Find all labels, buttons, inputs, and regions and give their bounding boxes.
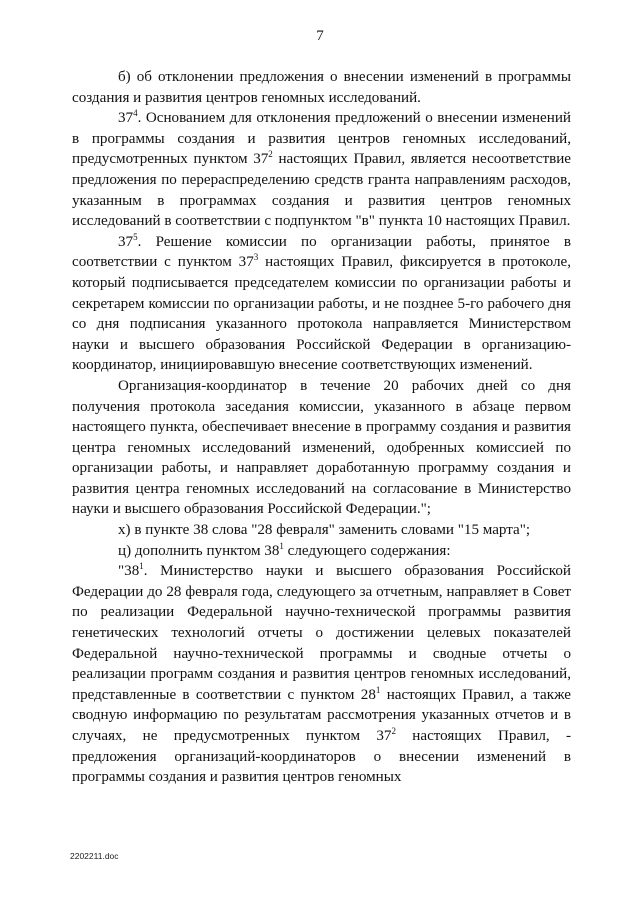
paragraph-37-4 [72, 108, 571, 232]
text-run: следующего содержания: [283, 542, 451, 559]
text-run: . Министерство науки и высшего образования Российской Федерации до 28 февраля года, следующего за отчетным, направляет в Совет по реализации Федеральной научно-технической программы развития генетических технологий отчеты о достижении целевых показателей Федеральной научно-технической программы и сводные отчеты о реализации программ создания и развития центров геномных исследований, представленные в соответствии с пунктом 28 [72, 563, 571, 703]
paragraph-sub-ts [72, 541, 571, 562]
paragraph-37-5 [72, 232, 571, 376]
page-number: 7 [316, 28, 324, 44]
text-run: 37 [118, 233, 134, 250]
paragraph-38-1 [72, 561, 571, 788]
document-body [72, 67, 571, 788]
superscript-index: 4 [133, 108, 138, 119]
text-run: . Основанием для отклонения предложений о внесении изменений в программы создания и развития центров геномных исследований, предусмотренных пунктом 37 [72, 110, 571, 168]
superscript-index: 3 [253, 252, 259, 263]
superscript-index: 1 [279, 540, 284, 551]
text-run: настоящих Правил, фиксируется в протоколе, который подписывается председателем комиссии по организации работы и секретарем комиссии по организации работы, и не позднее 5-го рабочего дня со дня подписания указанного протокола направляется Министерством науки и высшего образования Российской Федерации в организацию-координатор, инициировавшую внесение соответствующих изменений. [72, 254, 571, 374]
text-run: настоящих Правил, а также сводную информацию по результатам рассмотрения указанных отчетов и в случаях, не предусмотренных пунктом 37 [72, 686, 572, 744]
text-run: настоящих Правил, - предложения организаций-координаторов о внесении изменений в программы создания и развития центров геномных [72, 728, 571, 786]
superscript-index: 2 [391, 726, 396, 736]
superscript-index: 1 [375, 684, 381, 695]
superscript-index: 5 [133, 231, 138, 242]
superscript-index: 1 [139, 561, 144, 572]
paragraph-sub-b [72, 67, 571, 108]
text-run: х) в пункте 38 слова "28 февраля" заменить словами "15 марта"; [118, 522, 531, 539]
text-run: Организация-координатор в течение 20 рабочих дней со дня получения протокола заседания комиссии, указанного в абзаце первом настоящего пункта, обеспечивает внесение в программу создания и развития центра геномных исследований изменений, одобренных комиссией по организации работы, и направляет доработанную программу создания и развития центра геномных исследований на согласование в Министерство науки и высшего образования Российской Федерации."; [72, 377, 571, 518]
text-run: б) об отклонении предложения о внесении изменений в программы создания и развития центров геномных исследований. [72, 69, 571, 106]
footer-filename: 2202211.doc [70, 851, 119, 861]
text-run: настоящих Правил, является несоответствие предложения по перераспределению средств гранта направлениям расходов, указанным в программах создания и развития центров геномных исследований в соответствии с подпунктом "в" пункта 10 настоящих Правил. [72, 151, 571, 230]
paragraph-coordinator [72, 376, 571, 520]
text-run: 37 [118, 110, 134, 127]
text-run: . Решение комиссии по организации работы, принятое в соответствии с пунктом 37 [72, 233, 571, 271]
superscript-index: 2 [268, 149, 273, 160]
paragraph-sub-kh [72, 520, 571, 541]
text-run: ц) дополнить пунктом 38 [118, 542, 280, 559]
text-run: "38 [118, 563, 140, 580]
